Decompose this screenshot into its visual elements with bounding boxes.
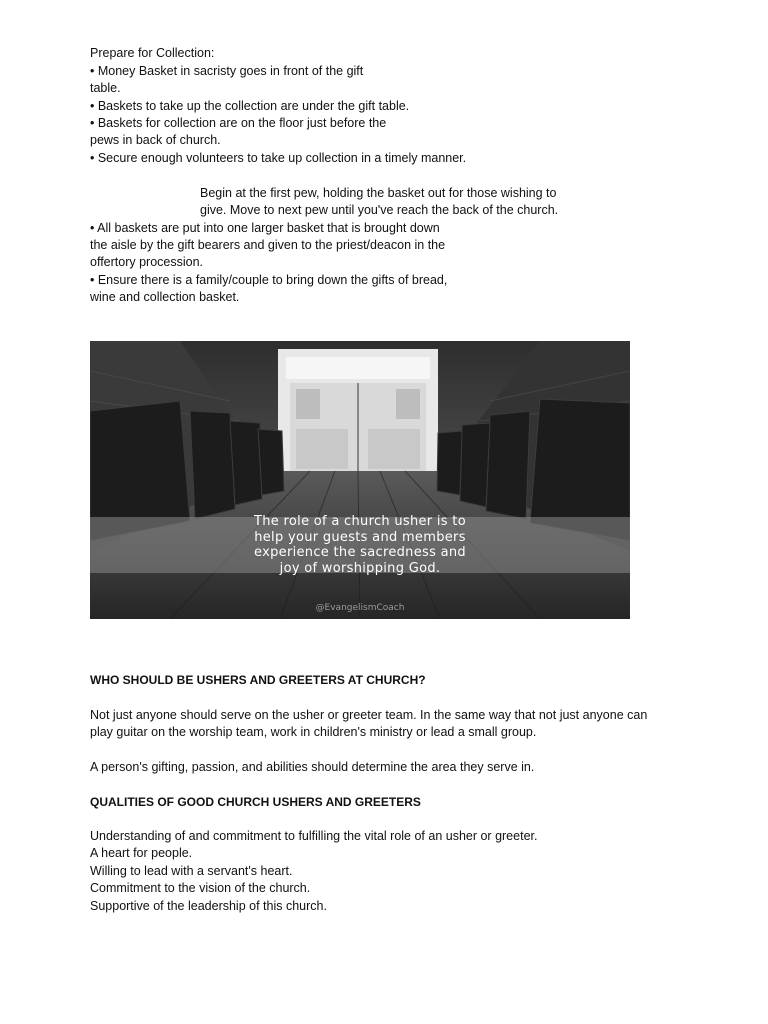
collection-item-3: • Baskets for collection are on the floor just before the <box>90 116 387 130</box>
collection-item-1: • Money Basket in sacristy goes in front of the gift <box>90 64 364 78</box>
image-caption <box>90 514 630 576</box>
collection-item-5: • All baskets are put into one larger basket that is brought down <box>90 221 440 235</box>
collection-item-6: • Ensure there is a family/couple to bring down the gifts of bread, <box>90 273 448 287</box>
collection-item-4: • Secure enough volunteers to take up collection in a timely manner. <box>90 151 467 165</box>
quality-item: A heart for people. <box>90 846 193 860</box>
qualities-heading: QUALITIES OF GOOD CHURCH USHERS AND GREETERS <box>90 795 421 809</box>
collection-item-2: • Baskets to take up the collection are under the gift table. <box>90 99 410 113</box>
caption-line-4: joy of worshipping God. <box>279 560 441 576</box>
quality-item: Understanding of and commitment to fulfilling the vital role of an usher or greeter. <box>90 829 538 843</box>
collection-item-5-cont2: offertory procession. <box>90 255 204 269</box>
collection-item-5-cont: the aisle by the gift bearers and given to the priest/deacon in the <box>90 238 446 252</box>
quality-item: Commitment to the vision of the church. <box>90 881 311 895</box>
caption-line-2: help your guests and members <box>254 529 466 545</box>
quality-item: Willing to lead with a servant's heart. <box>90 864 293 878</box>
who-paragraph-1: Not just anyone should serve on the usher or greeter team. In the same way that not just anyone can <box>90 708 648 722</box>
quality-item: Supportive of the leadership of this church. <box>90 899 327 913</box>
image-credit: @EvangelismCoach <box>315 603 405 613</box>
collection-heading: Prepare for Collection: <box>90 46 215 60</box>
who-paragraph-1-cont: play guitar on the worship team, work in children's ministry or lead a small group. <box>90 725 537 739</box>
collection-instruction-2: give. Move to next pew until you've reach the back of the church. <box>200 203 559 217</box>
caption-line-3: experience the sacredness and <box>254 545 466 560</box>
who-paragraph-2: A person's gifting, passion, and abilities should determine the area they serve in. <box>90 760 535 774</box>
collection-item-6-cont: wine and collection basket. <box>90 290 240 304</box>
church-aisle-photo <box>90 341 630 619</box>
caption-line-1: The role of a church usher is to <box>254 514 466 529</box>
who-heading: WHO SHOULD BE USHERS AND GREETERS AT CHURCH? <box>90 673 426 687</box>
collection-item-1-cont: table. <box>90 81 121 95</box>
collection-item-3-cont: pews in back of church. <box>90 133 221 147</box>
collection-instruction-1: Begin at the first pew, holding the basket out for those wishing to <box>200 186 557 200</box>
